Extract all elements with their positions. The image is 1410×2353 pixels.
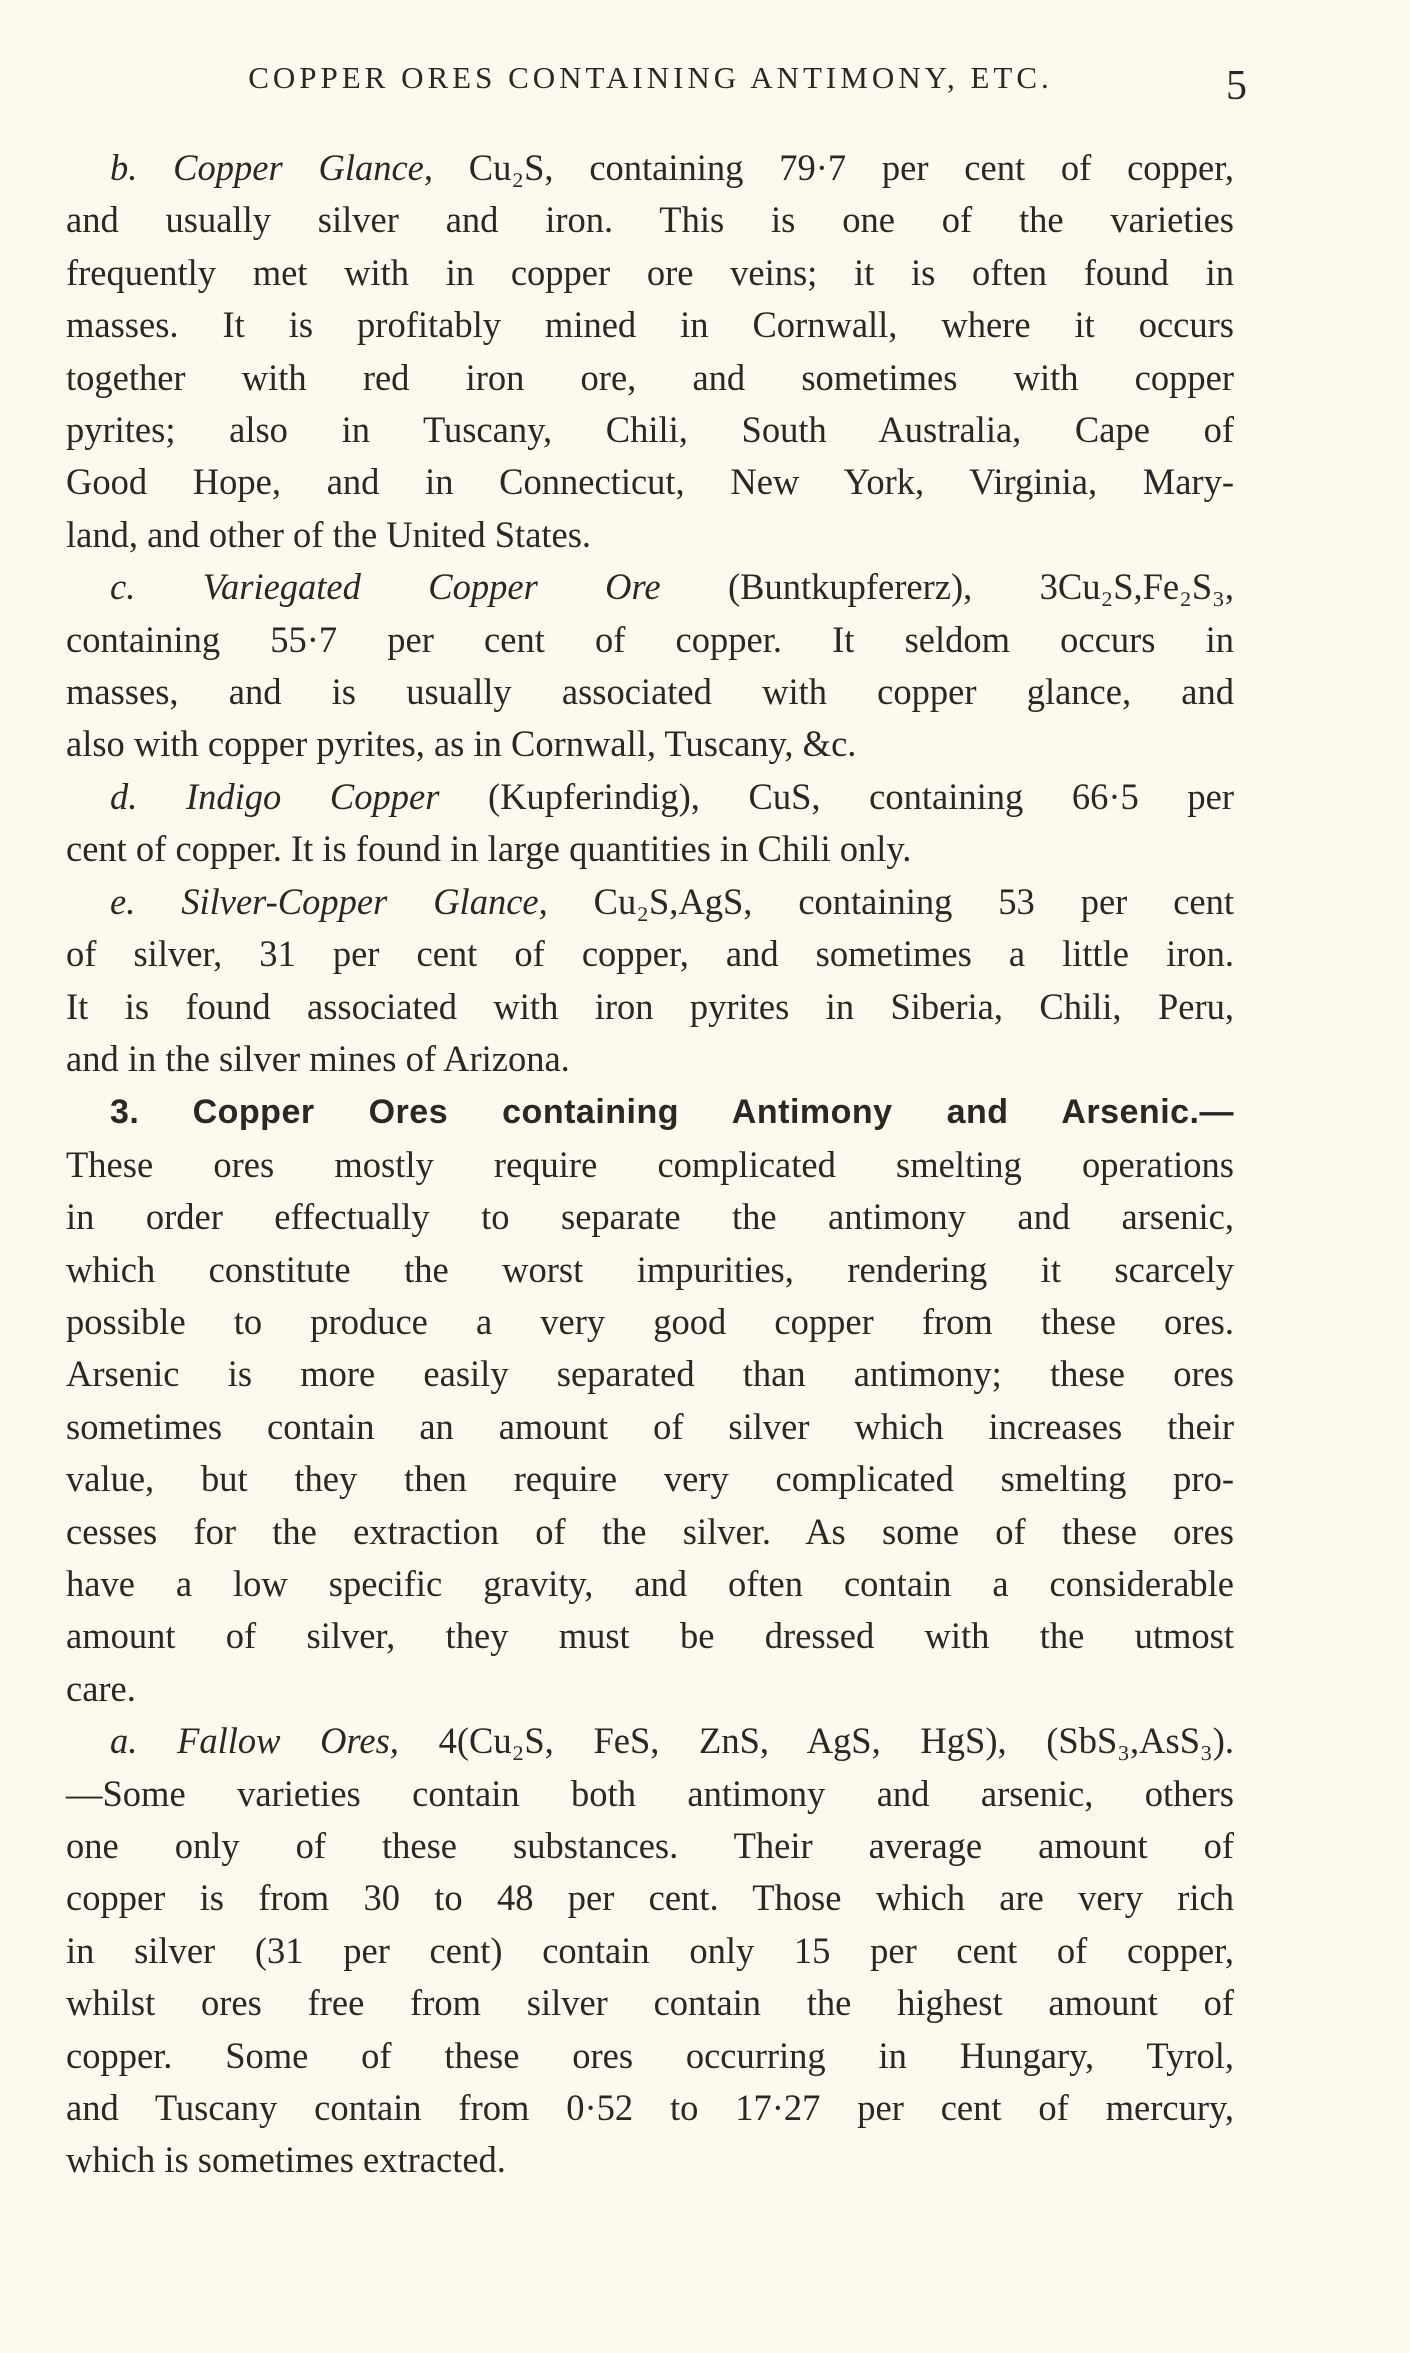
running-head: COPPER ORES CONTAINING ANTIMONY, ETC. xyxy=(248,60,1053,95)
text-line: of silver, 31 per cent of copper, and sometimes a little iron. xyxy=(66,933,1234,975)
page-header xyxy=(66,60,1247,110)
text-line: amount of silver, they must be dressed with the utmost xyxy=(66,1615,1234,1657)
text-line: masses. It is profitably mined in Cornwall, where it occurs xyxy=(66,304,1234,346)
paragraph-indigo-copper xyxy=(66,771,1234,876)
text-line: which is sometimes extracted. xyxy=(66,2139,506,2181)
text-line: land, and other of the United States. xyxy=(66,513,592,555)
text-line: together with red iron ore, and sometimes with copper xyxy=(66,356,1234,398)
text-line: whilst ores free from silver contain the highest amount of xyxy=(66,1982,1234,2024)
text-line: cesses for the extraction of the silver. As some of these ores xyxy=(66,1510,1234,1552)
text-line: care. xyxy=(66,1667,136,1709)
paragraph-first-line xyxy=(66,142,1234,194)
mineral-formula: Cu₂S, xyxy=(468,147,554,188)
paragraph-fallow-ores xyxy=(66,1715,1234,2187)
paragraph-first-line xyxy=(66,771,1234,823)
paragraph-first-line xyxy=(66,876,1234,928)
text-line: also with copper pyrites, as in Cornwall, Tuscany, &c. xyxy=(66,723,857,765)
section-number: 3. xyxy=(110,1093,140,1132)
item-letter: e. xyxy=(110,880,136,922)
page-number: 5 xyxy=(1226,63,1247,109)
text-line: cent of copper. It is found in large quantities in Chili only. xyxy=(66,828,912,870)
paragraph-text: Cu₂S,AgS, containing 53 per cent xyxy=(593,880,1235,922)
section-title: Copper Ores containing Antimony and Arsenic.— xyxy=(192,1093,1235,1132)
text-line: and in the silver mines of Arizona. xyxy=(66,1037,570,1079)
text-line: possible to produce a very good copper from these ores. xyxy=(66,1300,1234,1342)
text-line: in order effectually to separate the antimony and arsenic, xyxy=(66,1196,1234,1238)
text-line: masses, and is usually associated with copper glance, and xyxy=(66,671,1234,713)
mineral-name: Copper Glance, xyxy=(173,147,433,188)
paragraph-variegated-copper-ore xyxy=(66,561,1234,771)
text-line: It is found associated with iron pyrites in Siberia, Chili, Peru, xyxy=(66,985,1234,1027)
text-line: pyrites; also in Tuscany, Chili, South Australia, Cape of xyxy=(66,409,1234,451)
text-line: value, but they then require very complicated smelting pro- xyxy=(66,1458,1234,1500)
text-line: and usually silver and iron. This is one of the varieties xyxy=(66,199,1234,241)
page-body xyxy=(66,142,1234,2187)
paragraph-silver-copper-glance xyxy=(66,876,1234,1086)
mineral-name: Fallow Ores, xyxy=(177,1720,399,1762)
item-letter: d. xyxy=(110,775,138,817)
item-letter: b. xyxy=(110,147,138,188)
mineral-name: Indigo Copper xyxy=(186,775,440,817)
text-line: These ores mostly require complicated smelting operations xyxy=(66,1143,1234,1185)
mineral-formula: 4(Cu₂S, FeS, ZnS, AgS, HgS), (SbS₃,AsS₃). xyxy=(438,1720,1235,1762)
section-3-paragraph xyxy=(66,1085,1234,1715)
item-letter: a. xyxy=(110,1720,138,1762)
text-line: Arsenic is more easily separated than antimony; these ores xyxy=(66,1353,1234,1395)
paragraph-first-line xyxy=(66,1715,1234,1767)
text-line: in silver (31 per cent) contain only 15 per cent of copper, xyxy=(66,1929,1234,1971)
text-line: containing 55·7 per cent of copper. It seldom occurs in xyxy=(66,618,1234,660)
mineral-name: Silver-Copper Glance, xyxy=(181,880,548,922)
text-line: have a low specific gravity, and often contain a considerable xyxy=(66,1562,1234,1604)
paragraph-text: (Buntkupfererz), 3Cu₂S,Fe₂S₃, xyxy=(728,566,1235,608)
text-line: —Some varieties contain both antimony and arsenic, others xyxy=(66,1772,1234,1814)
item-letter: c. xyxy=(110,566,136,608)
text-line: frequently met with in copper ore veins; it is often found in xyxy=(66,251,1234,293)
text-line: one only of these substances. Their average amount of xyxy=(66,1825,1234,1866)
text-line: sometimes contain an amount of silver which increases their xyxy=(66,1405,1234,1447)
section-heading xyxy=(66,1085,1234,1138)
paragraph-copper-glance xyxy=(66,142,1234,561)
text-line: Good Hope, and in Connecticut, New York, Virginia, Mary- xyxy=(66,461,1234,503)
text-line: which constitute the worst impurities, rendering it scarcely xyxy=(66,1248,1234,1290)
mineral-name: Variegated Copper Ore xyxy=(202,566,661,608)
text-line: copper. Some of these ores occurring in Hungary, Tyrol, xyxy=(66,2034,1234,2076)
paragraph-text: containing 79·7 per cent of copper, xyxy=(589,147,1235,188)
text-line: and Tuscany contain from 0·52 to 17·27 per cent of mercury, xyxy=(66,2087,1234,2129)
paragraph-first-line xyxy=(66,561,1234,613)
paragraph-text: (Kupferindig), CuS, containing 66·5 per xyxy=(488,775,1234,817)
text-line: copper is from 30 to 48 per cent. Those which are very rich xyxy=(66,1877,1234,1919)
